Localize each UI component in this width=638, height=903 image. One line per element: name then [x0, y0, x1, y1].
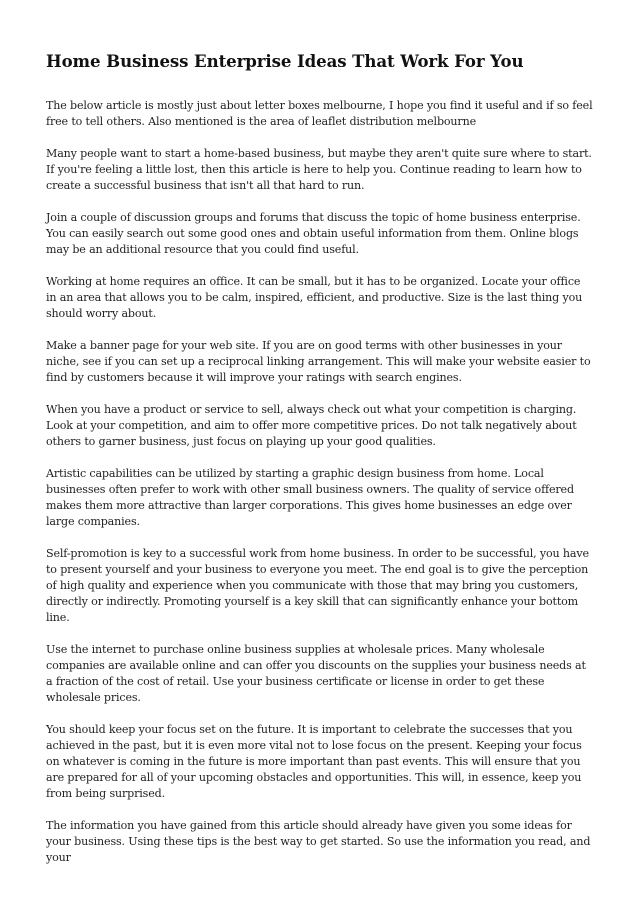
body-paragraph: You should keep your focus set on the future. It is important to celebrate the successes that you achieved in the past, but it is even more vital not to lose focus on the present. Keeping your focus on whatever is coming in the future is more important than past events. This will ensure that you are prepared for all of your upcoming obstacles and opportunities. This will, in essence, keep you from being surprised. — [46, 723, 582, 800]
body-paragraph: Make a banner page for your web site. If you are on good terms with other businesses in your niche, see if you can set up a reciprocal linking arrangement. This will make your website easier to find by customers because it will improve your ratings with search engines. — [46, 339, 591, 384]
body-paragraph: Artistic capabilities can be utilized by starting a graphic design business from home. Local businesses often prefer to work with other small business owners. The quality of service offered makes them more attractive than larger corporations. This gives home businesses an edge over large companies. — [46, 467, 574, 528]
body-paragraph: The information you have gained from this article should already have given you some ideas for your business. Using these tips is the best way to get started. So use the information you read, and your — [46, 819, 591, 864]
body-paragraph: Working at home requires an office. It can be small, but it has to be organized. Locate your office in an area that allows you to be calm, inspired, efficient, and productive. Size is the last thing you should worry about. — [46, 275, 583, 320]
intro-paragraph: The below article is mostly just about letter boxes melbourne, I hope you find it useful and if so feel free to tell others. Also mentioned is the area of leaflet distribution melbourne — [46, 99, 593, 128]
body-paragraph: When you have a product or service to sell, always check out what your competition is charging. Look at your competition, and aim to offer more competitive prices. Do not talk negatively about others to garner business, just focus on playing up your good qualities. — [46, 403, 577, 448]
document-title: Home Business Enterprise Ideas That Work For You — [46, 51, 524, 71]
body-paragraph: Self-promotion is key to a successful work from home business. In order to be successful, you have to present yourself and your business to everyone you meet. The end goal is to give the perception of high quality and experience when you communicate with those that may bring you customers, directly or indirectly. Promoting yourself is a key skill that can significantly enhance your bottom line. — [46, 547, 589, 624]
body-paragraph: Use the internet to purchase online business supplies at wholesale prices. Many wholesale companies are available online and can offer you discounts on the supplies your business needs at a fraction of the cost of retail. Use your business certificate or license in order to get these wholesale prices. — [46, 643, 586, 704]
body-paragraph: Join a couple of discussion groups and forums that discuss the topic of home business enterprise. You can easily search out some good ones and obtain useful information from them. Online blogs may be an additional resource that you could find useful. — [46, 211, 581, 256]
body-paragraph: Many people want to start a home-based business, but maybe they aren't quite sure where to start. If you're feeling a little lost, then this article is here to help you. Continue reading to learn how to create a successful business that isn't all that hard to run. — [46, 147, 592, 192]
document-page — [46, 50, 594, 882]
